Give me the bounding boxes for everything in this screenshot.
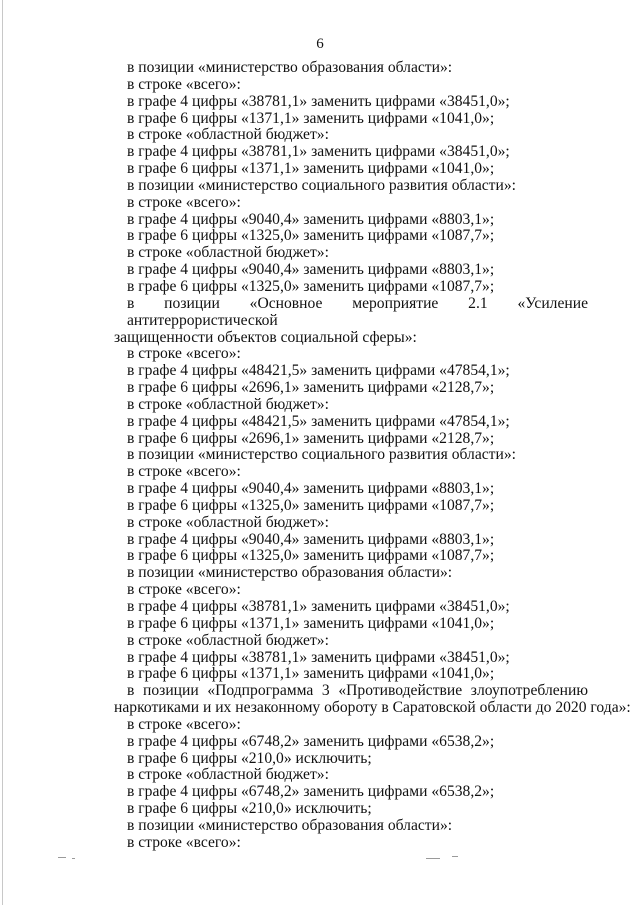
text-line: в графе 6 цифры «1371,1» заменить цифрами «1041,0»; <box>127 614 495 632</box>
text-line: в позиции «министерство социального развития области»: <box>127 446 516 464</box>
text-line: в графе 4 цифры «9040,4» заменить цифрами «8803,1»; <box>127 261 495 279</box>
text-line: в строке «всего»: <box>127 833 241 851</box>
text-line: в строке «всего»: <box>127 463 241 481</box>
text-line: в строке «всего»: <box>127 193 241 211</box>
scan-speck <box>72 858 75 859</box>
text-line: защищенности объектов социальной сферы»: <box>114 328 417 346</box>
text-line: в графе 6 цифры «210,0» исключить; <box>127 800 372 818</box>
text-line: в позиции «Основное мероприятие 2.1 «Усиление антитеррористической <box>127 294 588 329</box>
text-line: наркотиками и их незаконному обороту в Саратовской области до 2020 года»: <box>114 699 631 717</box>
text-line: в позиции «министерство образования области»: <box>127 59 453 76</box>
text-line: в графе 4 цифры «9040,4» заменить цифрами «8803,1»; <box>127 530 495 548</box>
text-line: в позиции «министерство социального развития области»: <box>127 176 516 194</box>
text-line: в графе 6 цифры «1325,0» заменить цифрами «1087,7»; <box>127 277 495 295</box>
text-line: в графе 4 цифры «38781,1» заменить цифрами «38451,0»; <box>127 648 510 666</box>
scan-speck <box>426 858 440 859</box>
scan-speck <box>452 856 458 857</box>
text-line: в графе 6 цифры «1371,1» заменить цифрами «1041,0»; <box>127 109 495 127</box>
text-line: в позиции «министерство образования области»: <box>127 816 453 834</box>
text-line: в графе 4 цифры «48421,5» заменить цифрами «47854,1»; <box>127 362 510 380</box>
scan-speck <box>58 857 66 858</box>
text-line: в графе 6 цифры «1371,1» заменить цифрами «1041,0»; <box>127 665 495 683</box>
text-line: в строке «областной бюджет»: <box>127 766 329 784</box>
text-line: в графе 6 цифры «1325,0» заменить цифрами «1087,7»; <box>127 227 495 245</box>
text-line: в графе 4 цифры «38781,1» заменить цифрами «38451,0»; <box>127 143 510 161</box>
text-line: в графе 4 цифры «6748,2» заменить цифрами «6538,2»; <box>127 783 495 801</box>
text-line: в графе 4 цифры «6748,2» заменить цифрами «6538,2»; <box>127 732 495 750</box>
text-line: в строке «всего»: <box>127 345 241 363</box>
text-line: в графе 6 цифры «1325,0» заменить цифрами «1087,7»; <box>127 547 495 565</box>
text-line: в строке «областной бюджет»: <box>127 513 329 531</box>
text-line: в строке «всего»: <box>127 715 241 733</box>
text-line: в строке «всего»: <box>127 581 241 599</box>
text-line: в строке «областной бюджет»: <box>127 244 329 262</box>
text-line: в графе 6 цифры «1371,1» заменить цифрами «1041,0»; <box>127 160 495 178</box>
text-line: в графе 4 цифры «38781,1» заменить цифрами «38451,0»; <box>127 598 510 615</box>
document-body <box>114 59 631 852</box>
text-line: в графе 4 цифры «38781,1» заменить цифрами «38451,0»; <box>127 92 510 110</box>
text-line: в графе 4 цифры «9040,4» заменить цифрами «8803,1»; <box>127 210 495 228</box>
text-line: в графе 6 цифры «1325,0» заменить цифрами «1087,7»; <box>127 496 495 514</box>
text-line: в строке «областной бюджет»: <box>127 126 329 144</box>
text-line: в позиции «министерство образования области»: <box>127 564 453 582</box>
scan-left-edge <box>2 0 3 905</box>
text-line: в графе 4 цифры «48421,5» заменить цифрами «47854,1»; <box>127 412 510 430</box>
text-line: в позиции «Подпрограмма 3 «Противодействие злоупотреблению <box>127 682 588 700</box>
text-line: в графе 6 цифры «2696,1» заменить цифрами «2128,7»; <box>127 379 495 397</box>
text-line: в графе 6 цифры «210,0» исключить; <box>127 749 372 767</box>
text-line: в строке «всего»: <box>127 75 241 93</box>
text-line: в графе 6 цифры «2696,1» заменить цифрами «2128,7»; <box>127 429 495 447</box>
text-line: в графе 4 цифры «9040,4» заменить цифрами «8803,1»; <box>127 480 495 498</box>
page-number: 6 <box>316 36 324 52</box>
text-line: в строке «областной бюджет»: <box>127 395 329 413</box>
text-line: в строке «областной бюджет»: <box>127 631 329 649</box>
